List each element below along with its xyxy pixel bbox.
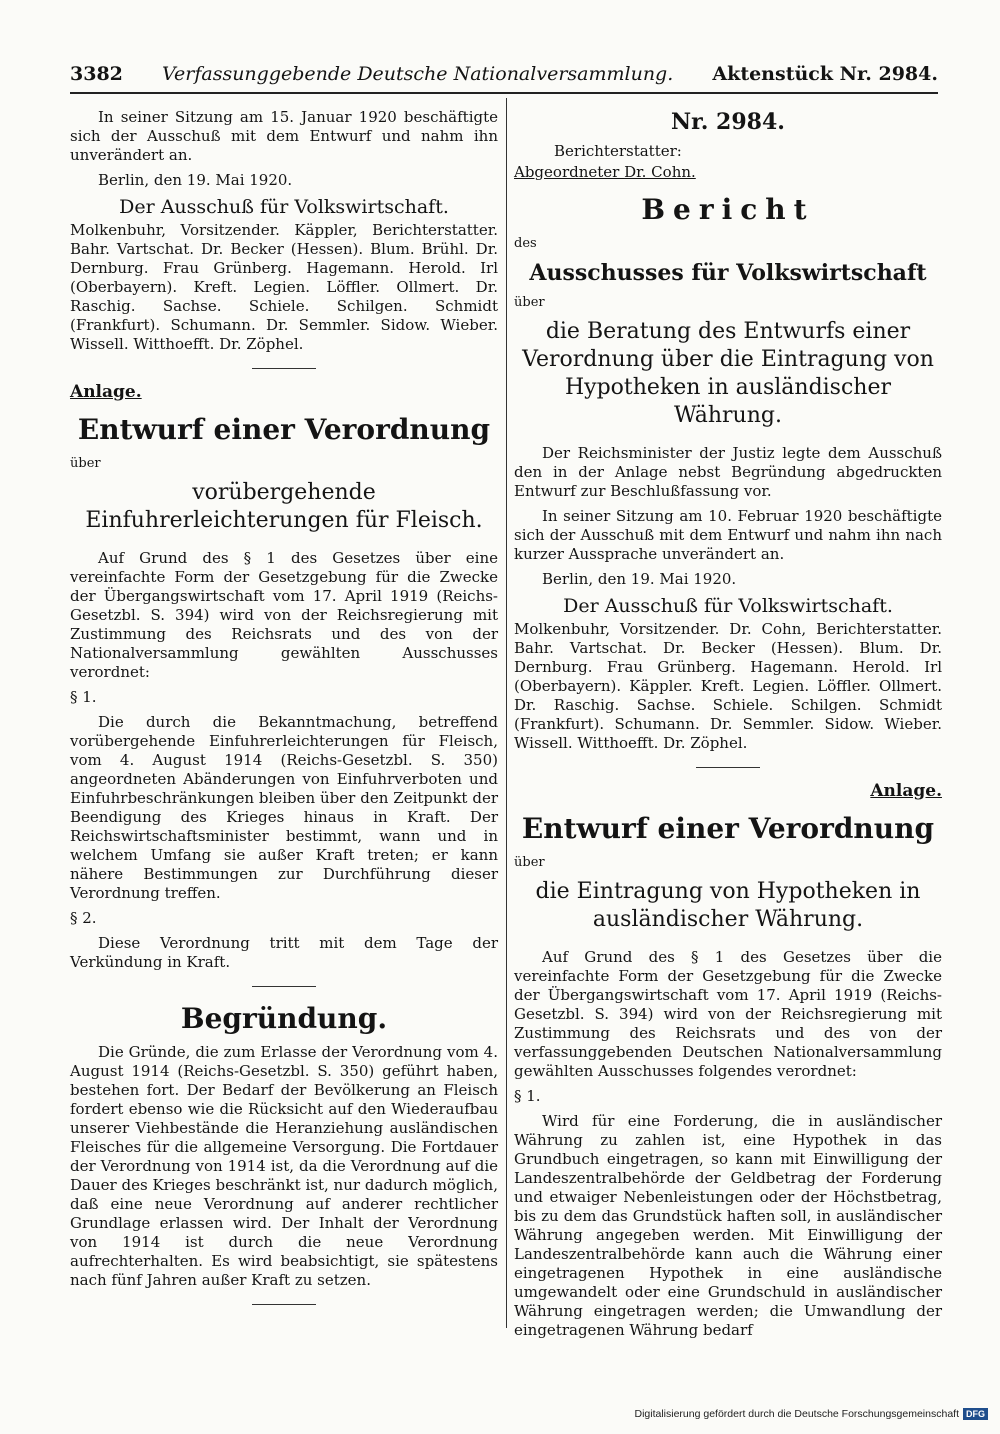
draft-subject: vorübergehende Einfuhrerleichterungen für Fleisch.: [85, 480, 483, 533]
section-1-heading: § 1.: [514, 1087, 541, 1105]
section-1-heading: § 1.: [70, 688, 97, 706]
committee-title: Ausschusses für Volkswirtschaft: [529, 260, 927, 286]
anlage-label: Anlage.: [70, 382, 142, 402]
page-header: [70, 58, 938, 90]
separator: [696, 767, 760, 768]
document-reference: Aktenstück Nr. 2984.: [712, 63, 938, 85]
signature-date: Berlin, den 19. Mai 1920.: [98, 171, 293, 189]
section-2-heading: § 2.: [70, 909, 97, 927]
footer-text: Digitalisierung gefördert durch die Deutsche Forschungsgemeinschaft: [634, 1408, 959, 1420]
header-rule: [70, 92, 938, 94]
report-number: Nr. 2984.: [671, 109, 785, 135]
reporter-name: Abgeordneter Dr. Cohn.: [514, 163, 696, 181]
separator: [252, 368, 316, 369]
left-column: [70, 108, 498, 1319]
digitization-footer: [634, 1406, 988, 1422]
draft-title: Entwurf einer Verordnung: [77, 413, 491, 446]
bericht-title: Bericht: [641, 193, 815, 226]
report-paragraph-1: Der Reichsminister der Justiz legte dem Ausschuß den in der Anlage nebst Begründung abgedruckten Entwurf zur Beschlußfassung vor.: [514, 444, 942, 500]
draft-title: Entwurf einer Verordnung: [521, 812, 935, 845]
ueber-label: über: [514, 295, 545, 310]
begruendung-text: Die Gründe, die zum Erlasse der Verordnung vom 4. August 1914 (Reichs-Gesetzbl. S. 350) geführt haben, bestehen fort. Der Bedarf der Bevölkerung an Fleisch fordert ebenso wie die Rücksicht auf den Wiederaufbau unserer Viehbestände die Heranziehung ausländischen Fleisches für die allgemeine Versorgung. Die Fortdauer der Verordnung von 1914 ist, da die Verordnung auf die Dauer des Krieges beschränkt ist, nur dadurch möglich, daß eine neue Verordnung auf anderer rechtlicher Grundlage erlassen wird. Der Inhalt der Verordnung von 1914 ist durch die neue Verordnung aufrechterhalten. Es wird beabsichtigt, sie spätestens nach fünf Jahren außer Kraft zu setzen.: [70, 1043, 498, 1289]
committee-members: Molkenbuhr, Vorsitzender. Dr. Cohn, Berichterstatter. Bahr. Vartschat. Dr. Becker (Hessen). Blum. Dr. Dernburg. Frau Grünberg. Hagemann. Herold. Irl (Oberbayern). Käppler. Kreft. Legien. Löffler. Ollmert. Dr. Raschig. Sachse. Schiele. Schilgen. Schmidt (Frankfurt). Schumann. Dr. Semmler. Sidow. Wieber. Wissell. Witthoefft. Dr. Zöphel.: [514, 620, 942, 752]
column-divider: [506, 98, 507, 1328]
signature-date: Berlin, den 19. Mai 1920.: [542, 570, 737, 588]
section-2-text: Diese Verordnung tritt mit dem Tage der Verkündung in Kraft.: [70, 934, 498, 971]
page-number: 3382: [70, 63, 123, 85]
ueber-label: über: [70, 456, 101, 471]
report-subject: die Beratung des Entwurfs einer Verordnung über die Eintragung von Hypotheken in ausländischer Währung.: [522, 319, 934, 428]
draft-intro: Auf Grund des § 1 des Gesetzes über die vereinfachte Form der Gesetzgebung für die Zwecke der Übergangswirtschaft vom 17. April 1919 (Reichs-Gesetzbl. S. 394) wird von der Reichsregierung mit Zustimmung des Reichsrats und des von der verfassunggebenden Deutschen Nationalversammlung gewählten Ausschusses folgendes verordnet:: [514, 948, 942, 1080]
section-1-text: Die durch die Bekanntmachung, betreffend vorübergehende Einfuhrerleichterungen für Fleisch, vom 4. August 1914 (Reichs-Gesetzbl. S. 350) angeordneten Abänderungen von Einfuhrverboten und Einfuhrbeschränkungen bleiben über den Zeitpunkt der Beendigung des Krieges hinaus in Kraft. Der Reichswirtschaftsminister bestimmt, wann und in welchem Umfang sie außer Kraft treten; er kann nähere Bestimmungen zur Durchführung dieser Verordnung treffen.: [70, 713, 498, 902]
draft-subject: die Eintragung von Hypotheken in ausländischer Währung.: [535, 879, 921, 932]
separator: [252, 1304, 316, 1305]
right-column: [514, 108, 942, 1346]
anlage-label: Anlage.: [870, 781, 942, 801]
begruendung-title: Begründung.: [180, 1002, 388, 1035]
committee-signature: Der Ausschuß für Volkswirtschaft.: [119, 196, 449, 218]
running-title: Verfassunggebende Deutsche Nationalversammlung.: [162, 63, 674, 85]
section-1-text: Wird für eine Forderung, die in ausländischer Währung zu zahlen ist, eine Hypothek in das Grundbuch eingetragen, so kann mit Einwilligung der Landeszentralbehörde der Geldbetrag der Forderung und etwaiger Nebenleistungen oder der Höchstbetrag, bis zu dem das Grundstück haften soll, in ausländischer Währung angegeben werden. Mit Einwilligung der Landeszentralbehörde kann auch die Währung einer eingetragenen Hypothek in eine ausländische umgewandelt oder eine Grundschuld in ausländischer Währung eingetragen werden; die Umwandlung der eingetragenen Währung bedarf: [514, 1112, 942, 1339]
session-paragraph: In seiner Sitzung am 15. Januar 1920 beschäftigte sich der Ausschuß mit dem Entwurf und nahm ihn unverändert an.: [70, 108, 498, 164]
committee-members: Molkenbuhr, Vorsitzender. Käppler, Berichterstatter. Bahr. Vartschat. Dr. Becker (Hessen). Blum. Brühl. Dr. Dernburg. Frau Grünberg. Hagemann. Herold. Irl (Oberbayern). Kreft. Legien. Löffler. Ollmert. Dr. Raschig. Sachse. Schiele. Schilgen. Schmidt (Frankfurt). Schumann. Dr. Semmler. Sidow. Wieber. Wissell. Witthoefft. Dr. Zöphel.: [70, 221, 498, 353]
ueber-label-2: über: [514, 855, 545, 870]
report-paragraph-2: In seiner Sitzung am 10. Februar 1920 beschäftigte sich der Ausschuß mit dem Entwurf und nahm ihn nach kurzer Aussprache unverändert an.: [514, 507, 942, 563]
draft-intro: Auf Grund des § 1 des Gesetzes über eine vereinfachte Form der Gesetzgebung für die Zwecke der Übergangswirtschaft vom 17. April 1919 (Reichs-Gesetzbl. S. 394) wird von der Reichsregierung mit Zustimmung des Reichsrats und des von der Nationalversammlung gewählten Ausschusses verordnet:: [70, 549, 498, 681]
committee-signature: Der Ausschuß für Volkswirtschaft.: [563, 595, 893, 617]
dfg-logo: DFG: [963, 1408, 988, 1420]
reporter-label: Berichterstatter:: [554, 142, 682, 160]
des-label: des: [514, 236, 537, 251]
separator: [252, 986, 316, 987]
